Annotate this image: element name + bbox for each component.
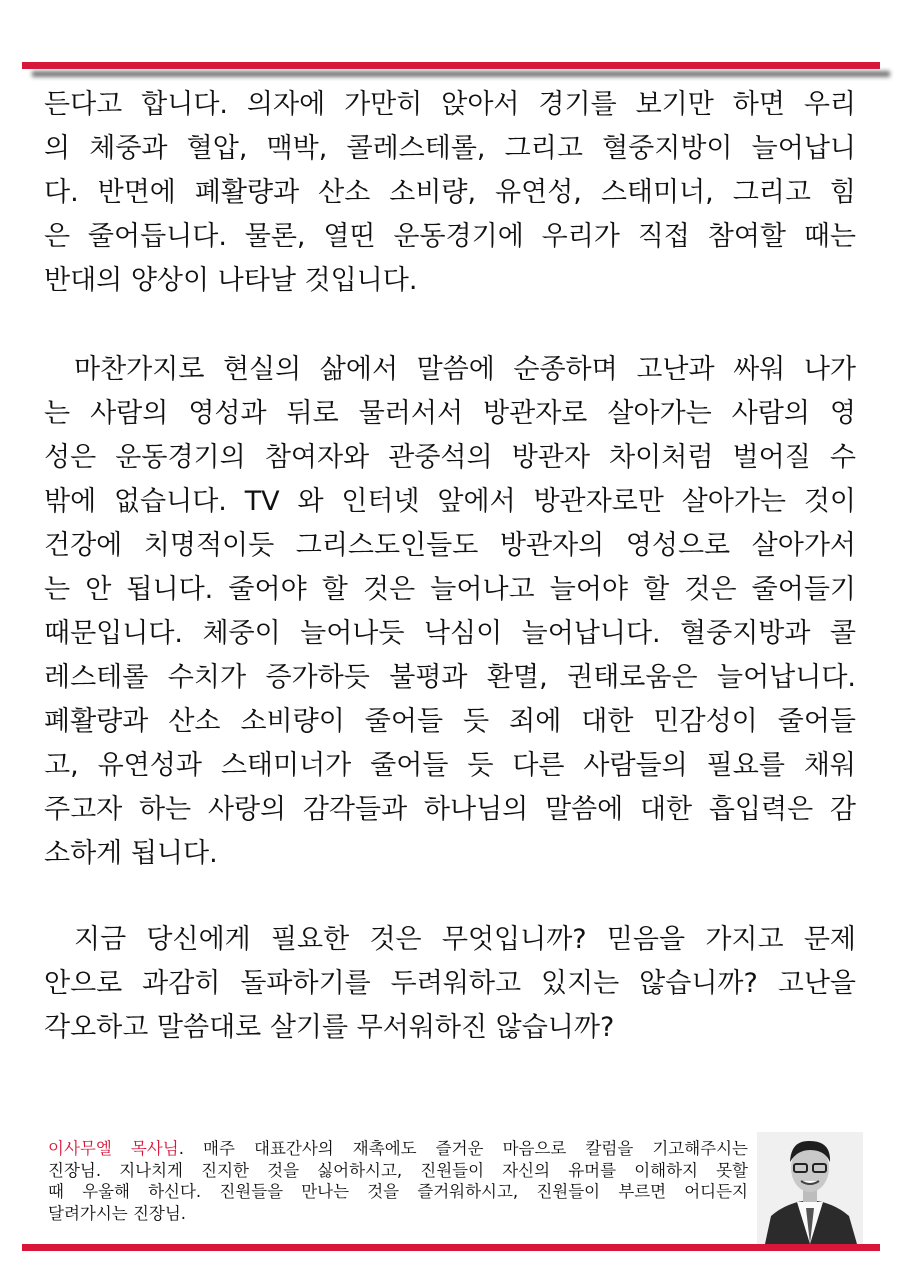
bio-line: 때 우울해 하신다. 진원들을 만나는 것을 즐거워하시고, 진원들이 부르면 어디든지	[48, 1182, 748, 1201]
text-line: 레스테롤 수치가 증가하듯 불평과 환멸, 권태로움은 늘어납니다.	[44, 662, 856, 693]
top-bar-shadow	[32, 71, 890, 77]
text-line: 반대의 양상이 나타날 것입니다.	[44, 265, 418, 296]
bio-line: 달려가시는 진장님.	[48, 1203, 187, 1223]
paragraph-3	[44, 918, 856, 1050]
text-line: 소하게 됩니다.	[44, 838, 218, 869]
text-line: 고, 유연성과 스태미너가 줄어들 듯 다른 사람들의 필요를 채워	[44, 750, 856, 781]
text-line: 는 사람의 영성과 뒤로 물러서서 방관자로 살아가는 사람의 영	[44, 398, 856, 429]
text-line: 는 안 됩니다. 줄어야 할 것은 늘어나고 늘어야 할 것은 줄어들기	[44, 574, 856, 605]
author-bio	[48, 1138, 748, 1224]
bottom-accent-bar	[22, 1244, 880, 1251]
text-line: 주고자 하는 사랑의 감각들과 하나님의 말씀에 대한 흡입력은 감	[44, 794, 856, 825]
text-line: 밖에 없습니다. TV 와 인터넷 앞에서 방관자로만 살아가는 것이	[44, 486, 856, 517]
paragraph-1	[44, 83, 856, 303]
text-line: 은 줄어듭니다. 물론, 열띤 운동경기에 우리가 직접 참여할 때는	[44, 221, 856, 252]
top-accent-bar	[22, 62, 880, 69]
author-name: 이사무엘 목사님	[48, 1139, 179, 1158]
bio-line	[48, 1138, 748, 1160]
paragraph-2	[44, 348, 856, 876]
author-photo	[757, 1132, 863, 1244]
text-line: 안으로 과감히 돌파하기를 두려워하고 있지는 않습니까? 고난을	[44, 968, 856, 999]
text-line: 다. 반면에 폐활량과 산소 소비량, 유연성, 스태미너, 그리고 힘	[44, 177, 856, 208]
text-line: 지금 당신에게 필요한 것은 무엇입니까? 믿음을 가지고 문제	[74, 924, 856, 955]
text-line: 각오하고 말씀대로 살기를 무서워하진 않습니까?	[44, 1012, 615, 1043]
text-line: 의 체중과 혈압, 맥박, 콜레스테롤, 그리고 혈중지방이 늘어납니	[44, 133, 856, 164]
text-line: 폐활량과 산소 소비량이 줄어들 듯 죄에 대한 민감성이 줄어들	[44, 706, 856, 737]
text-line: 든다고 합니다. 의자에 가만히 앉아서 경기를 보기만 하면 우리	[44, 89, 856, 120]
text-line: 성은 운동경기의 참여자와 관중석의 방관자 차이처럼 벌어질 수	[44, 442, 856, 473]
bio-line: 진장님. 지나치게 진지한 것을 싫어하시고, 진원들이 자신의 유머를 이해하지 못할	[48, 1160, 748, 1180]
bio-text: . 매주 대표간사의 재촉에도 즐거운 마음으로 칼럼을 기고해주시는	[178, 1139, 749, 1158]
text-line: 건강에 치명적이듯 그리스도인들도 방관자의 영성으로 살아가서	[44, 530, 856, 561]
text-line: 때문입니다. 체중이 늘어나듯 낙심이 늘어납니다. 혈중지방과 콜	[44, 618, 856, 649]
text-line: 마찬가지로 현실의 삶에서 말씀에 순종하며 고난과 싸워 나가	[74, 354, 856, 385]
